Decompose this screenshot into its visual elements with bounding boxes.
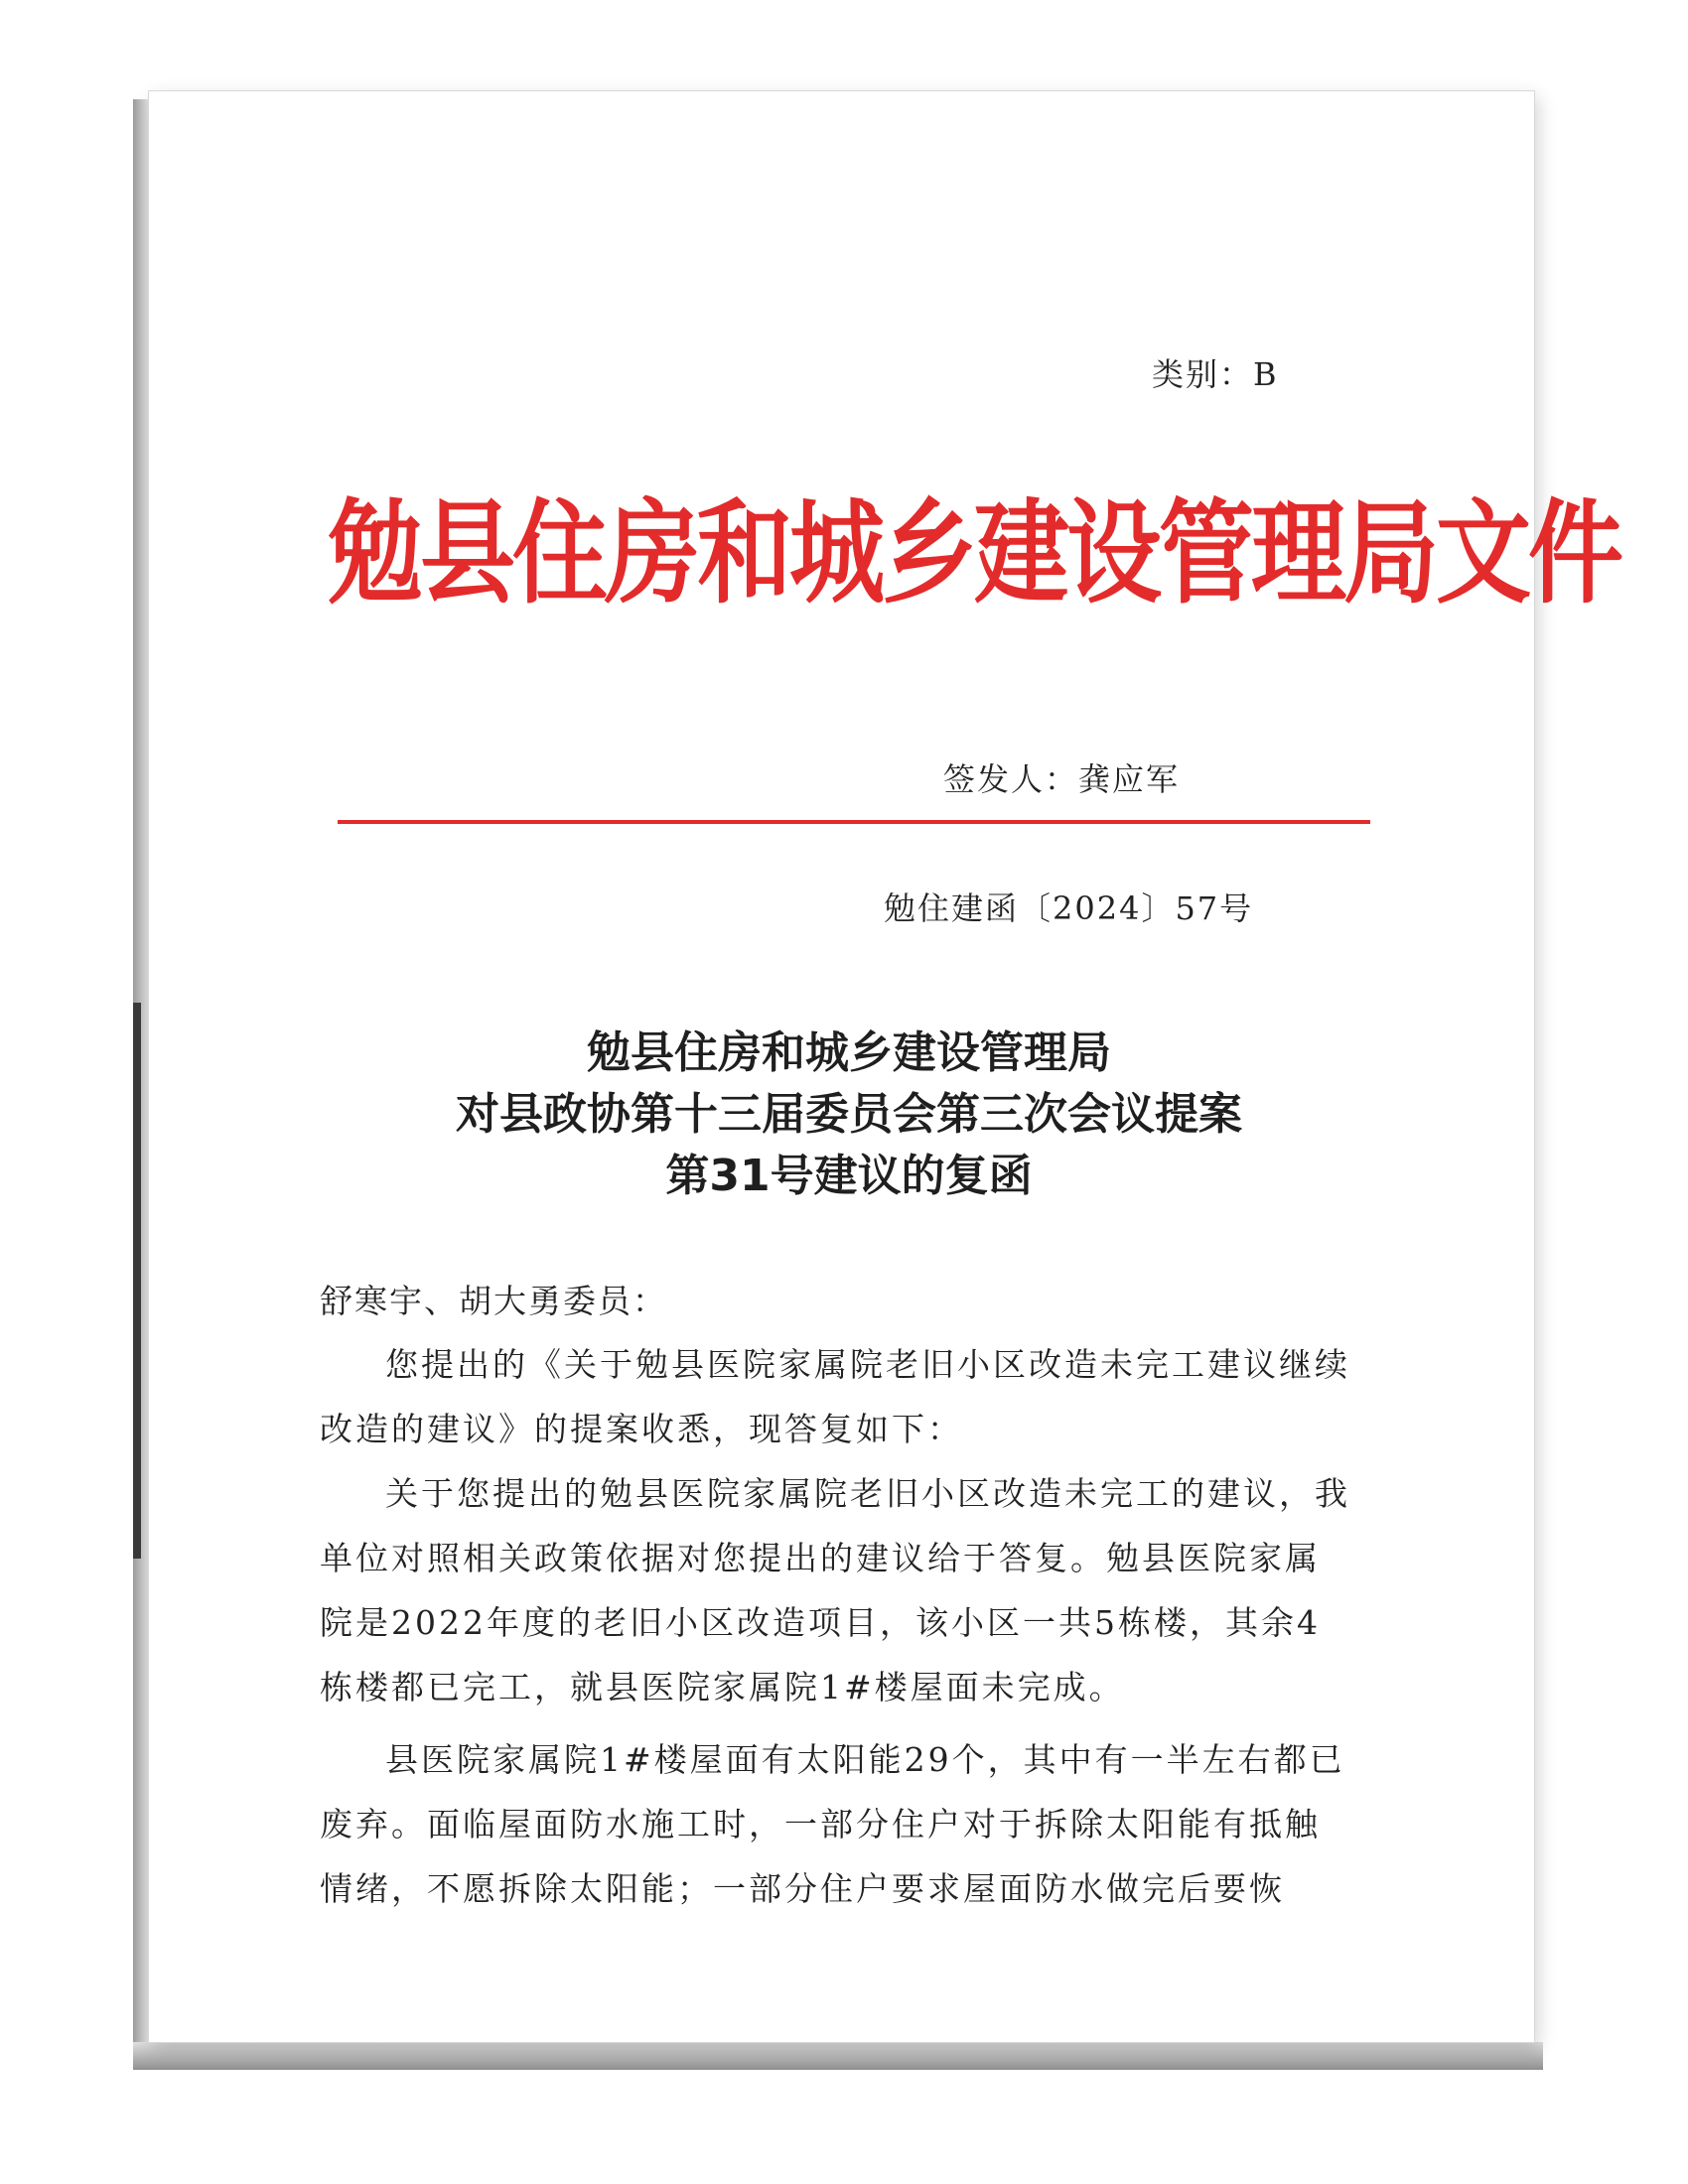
document-title — [328, 1023, 1370, 1207]
body-paragraph: 关于您提出的勉县医院家属院老旧小区改造未完工的建议，我单位对照相关政策依据对您提出的建议给于答复。勉县医院家属院是2022年度的老旧小区改造项目，该小区一共5栋楼，其余4栋楼都已完工，就县医院家属院1#楼屋面未完成。 — [320, 1474, 1350, 1706]
category-label: 类别：B — [1152, 355, 1279, 393]
salutation: 舒寒宇、胡大勇委员： — [320, 1282, 667, 1320]
title-line: 第31号建议的复函 — [665, 1151, 1033, 1201]
document-masthead: 勉县住房和城乡建设管理局文件 — [328, 487, 1620, 619]
masthead-red-rule — [338, 820, 1370, 824]
signer-label: 签发人：龚应军 — [943, 760, 1181, 798]
scan-edge-bottom — [133, 2042, 1543, 2070]
title-line: 勉县住房和城乡建设管理局 — [587, 1027, 1111, 1078]
title-line: 对县政协第十三届委员会第三次会议提案 — [456, 1089, 1242, 1140]
body-text — [320, 1332, 1352, 1921]
scan-edge-shadow — [133, 1003, 141, 1559]
document-number: 勉住建函〔2024〕57号 — [884, 889, 1254, 927]
body-paragraph: 您提出的《关于勉县医院家属院老旧小区改造未完工建议继续改造的建议》的提案收悉，现答复如下： — [320, 1345, 1350, 1448]
body-paragraph: 县医院家属院1#楼屋面有太阳能29个，其中有一半左右都已废弃。面临屋面防水施工时，一部分住户对于拆除太阳能有抵触情绪，不愿拆除太阳能；一部分住户要求屋面防水做完后要恢 — [320, 1740, 1345, 1908]
